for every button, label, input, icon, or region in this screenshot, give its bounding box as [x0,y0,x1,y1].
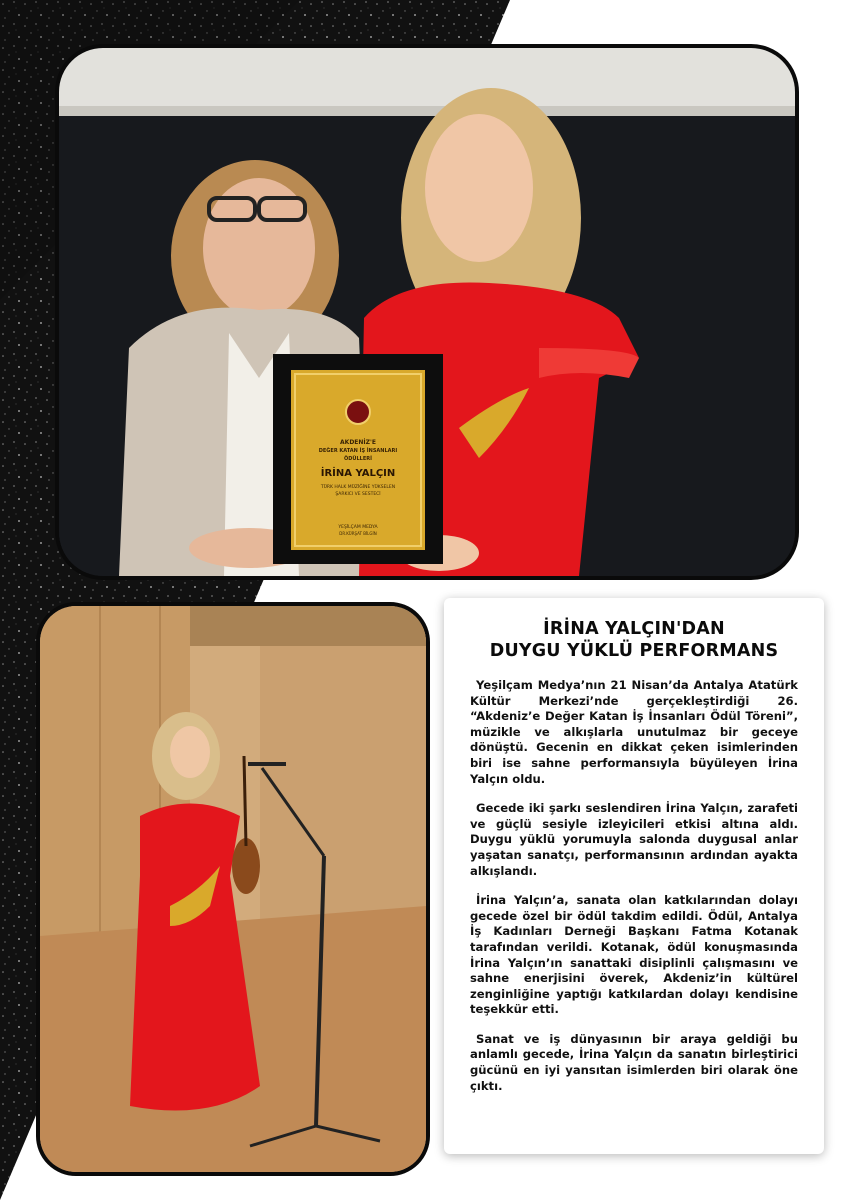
award-photo [55,44,799,580]
performance-photo [36,602,430,1176]
article-paragraph: Sanat ve iş dünyasının bir araya geldiği bu anlamlı gecede, İrina Yalçın da sanatın birleştirici gücünü en iyi yansıtan isimlerden biri olarak öne çıktı. [470,1031,798,1093]
article-paragraph: Yeşilçam Medya’nın 21 Nisan’da Antalya Atatürk Kültür Merkezi’nde gerçekleştirdiği 26. “Akdeniz’e Değer Katan İş İnsanları Ödül Töreni”, müzikle ve alkışlarla unutulmaz bir geceye dönüştü. Gecenin en dikkat çeken isimlerinden biri ise sahne performansıyla büyüleyen İrina Yalçın oldu. [470,678,798,786]
plaque-footer-2: DR.KÜRŞAT BİLGİN [339,531,377,536]
article-paragraph: Gecede iki şarkı seslendiren İrina Yalçın, zarafeti ve güçlü sesiyle izleyicileri etkisi altına aldı. Duygu yüklü yorumuyla salonda duygusal anlar yaşatan sanatçı, performansının ardından ayakta alkışlandı. [470,801,798,878]
plaque-heading-1: AKDENİZ'E [340,439,376,446]
article-title [470,618,798,662]
article-title-line-2: DUYGU YÜKLÜ PERFORMANS [489,641,779,661]
award-plaque [273,354,443,564]
plaque-footer-1: YEŞİLÇAM MEDYA [338,525,378,530]
plaque-subtitle-1: TÜRK HALK MÜZİĞİNE YÜKSELEN [320,485,396,490]
plaque-subtitle-2: ŞARKICI VE SESTECİ [335,492,381,497]
plaque-honoree: İRİNA YALÇIN [320,468,396,479]
article-paragraph: İrina Yalçın’a, sanata olan katkılarından dolayı gecede özel bir ödül takdim edildi. Ödül, Antalya İş Kadınları Derneği Başkanı Fatma Kotanak tarafından verildi. Kotanak, ödül konuşmasında İrina Yalçın’ın sanattaki disiplinli çalışmasını ve sahne enerjisini överek, Akdeniz’in kültürel zenginliğine yaptığı katkılardan dolayı kendisine teşekkür etti. [470,893,798,1017]
article-card [444,598,824,1154]
plaque-heading-2: DEĞER KATAN İŞ İNSANLARI [318,448,398,454]
article-title-line-1: İRİNA YALÇIN'DAN [543,619,725,639]
plaque-heading-3: ÖDÜLLERİ [344,456,372,462]
